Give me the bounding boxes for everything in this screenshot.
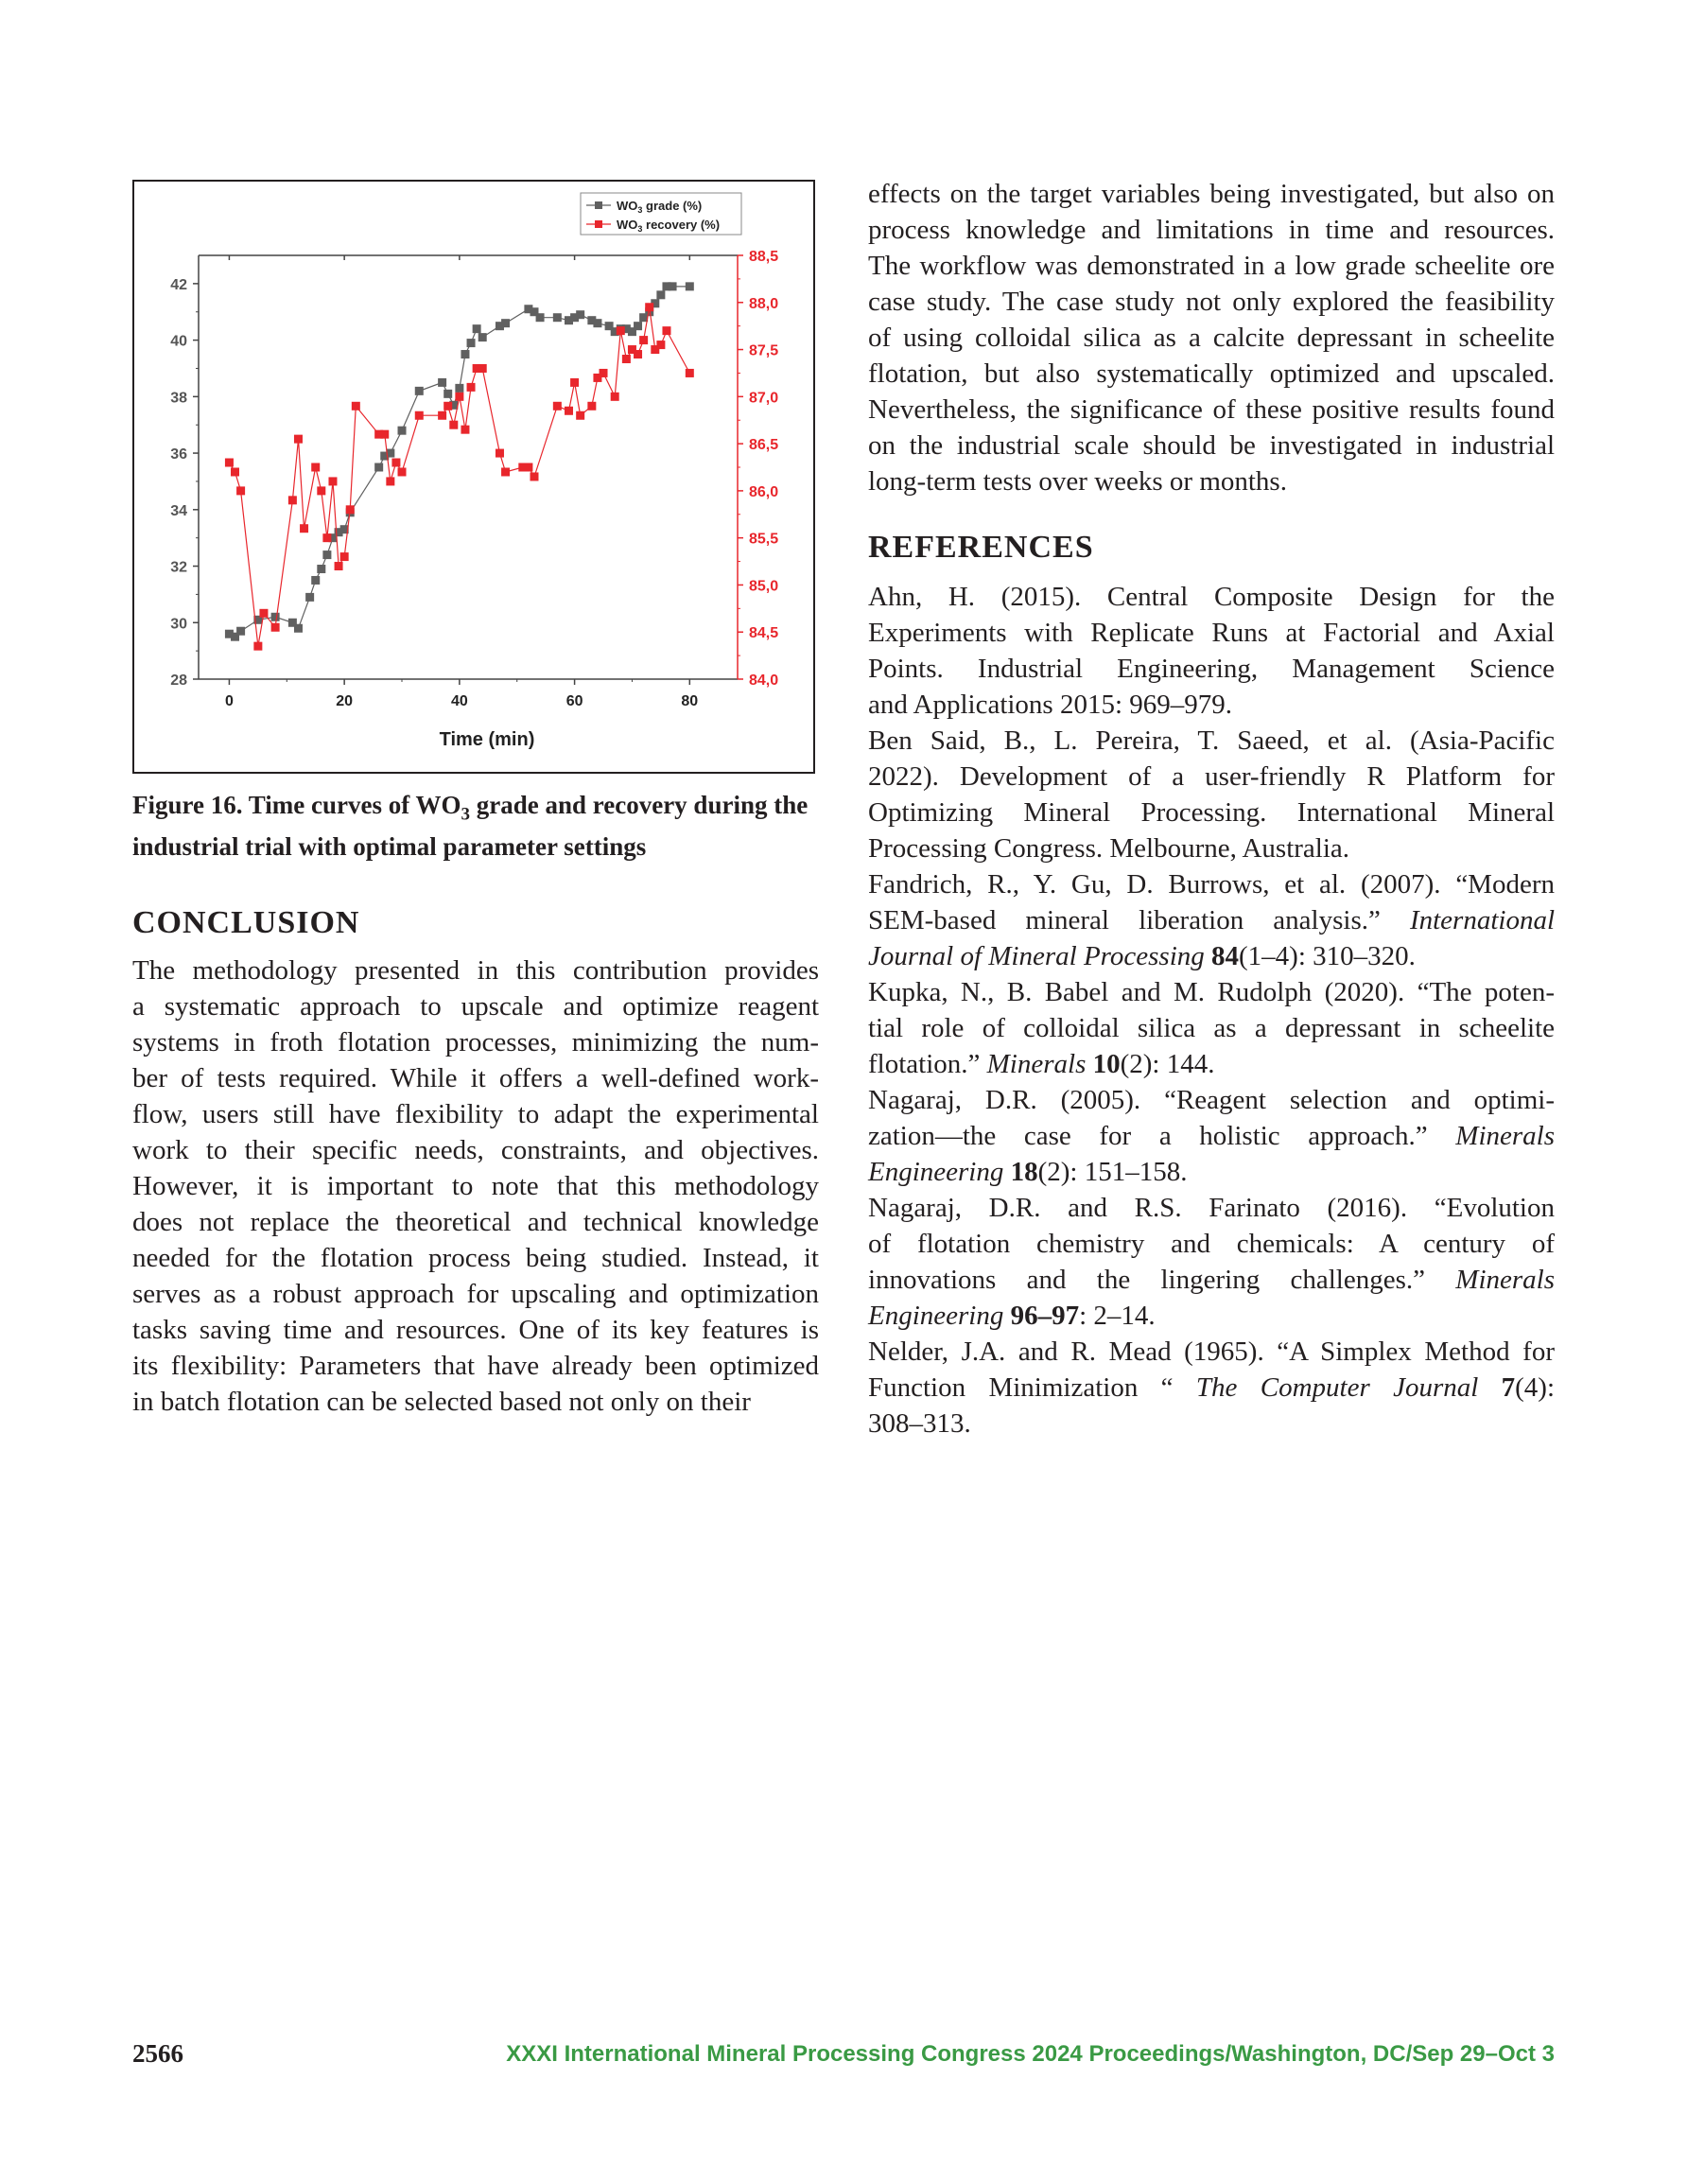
recovery-point [236,486,245,495]
recovery-point [415,411,424,420]
left-y-tick-label: 42 [170,276,187,293]
reference-text: Optimizing Mineral Processing. International Mineral [868,797,1555,828]
reference-italic-text: International [1409,905,1555,935]
grade-point [305,593,314,602]
reference-line [868,1370,1556,1406]
reference-line [868,759,1555,795]
recovery-point [449,421,458,429]
recovery-point [294,435,303,444]
recovery-point [300,524,308,533]
recovery-point [438,411,446,420]
reference-text: of flotation chemistry and chemicals: A century of [868,1229,1555,1259]
grade-point [415,387,424,395]
grade-point [669,282,677,290]
reference-line [868,1082,1555,1118]
reference-bold-text: 18 [1010,1157,1038,1187]
x-tick-label: 80 [681,693,699,709]
recovery-point [496,449,504,458]
recovery-point [398,467,407,476]
conclusion-line: tasks saving time and resources. One of its key features is [132,1315,819,1346]
continuation-line: process knowledge and limitations in time and resources. [868,215,1555,245]
reference-text [1086,1049,1092,1079]
x-tick-label: 60 [565,693,583,709]
reference-text [1478,1372,1501,1403]
grade-point [294,624,303,633]
recovery-point [386,477,394,485]
grade-point [576,310,584,319]
references-heading: REFERENCES [868,530,1094,565]
reference-text: Ben Said, B., L. Pereira, T. Saeed, et al. (Asia-Pacific [868,725,1555,756]
reference-text [1205,941,1211,971]
recovery-point [288,496,297,504]
legend-grade-label: $WO_3$ grade (%) [617,199,703,215]
right-y-tick-label: 88,0 [749,295,779,312]
reference-line [868,1010,1555,1046]
reference-text: innovations and the lingering challenges.” [868,1265,1456,1295]
recovery-point [662,326,670,335]
grade-point [317,565,325,573]
reference-line [868,615,1555,651]
grade-point [478,333,487,341]
reference-line [868,1334,1555,1370]
right-y-tick-label: 84,5 [749,625,779,642]
reference-text: Points. Industrial Engineering, Management Science [868,654,1555,684]
reference-text: Experiments with Replicate Runs at Factorial and Axial [868,618,1555,648]
left-y-tick-label: 38 [170,390,187,407]
left-y-tick-label: 32 [170,559,187,576]
recovery-point [443,402,452,411]
left-y-tick-label: 30 [170,616,187,633]
reference-text: flotation.” [868,1049,987,1079]
right-y-tick-label: 88,5 [749,249,779,265]
recovery-point [600,369,608,377]
right-y-tick-label: 85,0 [749,578,779,595]
right-column [868,176,1555,1441]
conclusion-line: ber of tests required. While it offers a well-defined work- [132,1063,819,1094]
recovery-point [322,533,331,542]
references-list [868,579,1555,1441]
recovery-point [565,407,573,415]
reference-text: Nagaraj, D.R. (2005). “Reagent selection and optimi- [868,1085,1555,1115]
figure-caption [132,789,819,864]
reference-text [1003,1157,1010,1187]
conclusion-line: in batch flotation can be selected based not only on their [132,1387,751,1418]
grade-point [461,350,469,358]
reference-text: (4): [1515,1372,1556,1403]
reference-italic-text: Journal of Mineral Processing [868,941,1205,971]
recovery-series-line [229,307,689,646]
figure-caption-prefix: Figure 16. Time curves of WO [132,791,461,819]
grade-point [656,290,665,299]
conclusion-line: The methodology presented in this contribution provides [132,955,819,987]
recovery-point [231,467,239,476]
recovery-point [340,552,349,561]
reference-text: (1–4): 310–320. [1239,941,1416,971]
reference-line [868,687,1555,723]
recovery-point [467,383,476,392]
reference-line [868,795,1555,830]
right-y-tick-label: 86,5 [749,437,779,454]
reference-italic-text: Minerals [1455,1265,1555,1295]
recovery-point [346,505,355,514]
continuation-line: of using colloidal silica as a calcite depressant in scheelite [868,323,1555,353]
conclusion-line: needed for the flotation process being studied. Instead, it [132,1243,819,1274]
recovery-point [259,609,268,618]
right-y-tick-label: 87,5 [749,342,779,359]
grade-point [374,463,383,472]
left-y-tick-label: 28 [170,673,187,689]
recovery-point [622,355,631,363]
continuation-line: on the industrial scale should be investigated in industrial [868,430,1555,461]
recovery-point [576,411,584,420]
grade-point [536,313,545,322]
conclusion-line: work to their specific needs, constraints, and objectives. [132,1135,819,1166]
x-tick-label: 20 [336,693,354,709]
grade-point [634,322,642,330]
reference-line [868,902,1555,938]
reference-line [868,1406,1555,1441]
recovery-point [253,642,262,651]
recovery-point [611,393,619,401]
figure-caption-subscript: 3 [461,804,470,825]
continuation-line: effects on the target variables being investigated, but also on [868,179,1555,209]
reference-item [868,974,1555,1082]
grade-point [311,576,320,585]
reference-text: Nagaraj, D.R. and R.S. Farinato (2016). “Evolution [868,1193,1555,1223]
reference-bold-text: 7 [1501,1372,1516,1403]
reference-line [868,1046,1555,1082]
reference-text: 2022). Development of a user-friendly R Platform for [868,761,1555,792]
reference-italic-text: Engineering [868,1301,1004,1331]
conclusion-line: its flexibility: Parameters that have already been optimized [132,1351,819,1382]
conclusion-line: does not replace the theoretical and technical knowledge [132,1207,819,1238]
recovery-point [553,402,562,411]
reference-line [868,1154,1555,1190]
legend-marker [595,220,602,228]
left-y-tick-label: 34 [170,502,187,519]
reference-italic-text: Engineering [868,1157,1004,1187]
reference-text: (2): 144. [1120,1049,1215,1079]
reference-text: 308–313. [868,1408,971,1439]
grade-point [467,339,476,347]
reference-line [868,830,1555,866]
reference-item [868,1334,1555,1441]
recovery-point [271,623,280,632]
right-y-tick-label: 84,0 [749,673,779,689]
reference-bold-text: 96–97 [1010,1301,1080,1331]
recovery-point [530,472,538,480]
running-head: XXXI International Mineral Processing Congress 2024 Proceedings/Washington, DC/Sep 29–Oct 3 [506,2041,1555,2067]
left-y-tick-label: 36 [170,446,187,463]
reference-line [868,579,1555,615]
conclusion-line: However, it is important to note that this methodology [132,1171,819,1202]
reference-line [868,651,1555,687]
conclusion-line: serves as a robust approach for upscaling and optimization [132,1279,819,1310]
continuation-line: The workflow was demonstrated in a low grade scheelite ore [868,251,1555,281]
reference-text: Processing Congress. Melbourne, Australia. [868,833,1350,864]
reference-text: Kupka, N., B. Babel and M. Rudolph (2020). “The poten- [868,977,1555,1007]
reference-line [868,974,1555,1010]
reference-text [1003,1301,1010,1331]
right-y-tick-label: 85,5 [749,531,779,548]
recovery-point [455,393,463,401]
recovery-point [570,378,579,387]
x-tick-label: 40 [450,693,468,709]
reference-text: Nelder, J.A. and R. Mead (1965). “A Simplex Method for [868,1337,1555,1367]
continuation-text [868,176,1555,499]
reference-text: Function Minimization “ [868,1372,1196,1403]
reference-italic-text: Minerals [986,1049,1087,1079]
recovery-point [478,364,487,373]
x-tick-label: 0 [224,693,234,709]
recovery-point [352,402,360,411]
grade-point [443,390,452,398]
recovery-point [461,426,469,434]
grade-point [593,319,601,327]
continuation-line: case study. The case study not only explored the feasibility [868,287,1555,317]
continuation-line: Nevertheless, the significance of these positive results found [868,394,1555,425]
recovery-point [391,459,400,467]
continuation-line: long-term tests over weeks or months. [868,466,1287,497]
figure-caption-suffix: grade and recovery during the industrial trial with optimal parameter settings [132,791,809,862]
reference-text: and Applications 2015: 969–979. [868,690,1233,720]
reference-line [868,1226,1555,1262]
reference-item [868,1082,1555,1190]
reference-line [868,723,1555,759]
chart-svg [134,182,813,772]
reference-text: Fandrich, R., Y. Gu, D. Burrows, et al. (2007). “Modern [868,869,1555,900]
reference-bold-text: 10 [1092,1049,1121,1079]
figure-16 [132,180,815,774]
grade-point [438,378,446,387]
recovery-point [380,430,389,439]
conclusion-line: systems in froth flotation processes, minimizing the num- [132,1027,819,1058]
reference-line [868,1298,1555,1334]
reference-line [868,938,1555,974]
recovery-point [524,463,532,472]
recovery-point [225,459,234,467]
reference-bold-text: 84 [1211,941,1239,971]
grade-point [271,613,280,621]
legend-marker [595,201,602,209]
page-number: 2566 [132,2039,183,2068]
grade-point [236,627,245,636]
reference-text: : 2–14. [1079,1301,1156,1331]
recovery-point [645,303,653,311]
grade-series-line [229,287,689,637]
reference-item [868,866,1555,974]
recovery-point [639,336,648,344]
right-y-tick-label: 87,0 [749,390,779,407]
reference-text: tial role of colloidal silica as a depressant in scheelite [868,1013,1555,1043]
reference-line [868,1190,1555,1226]
recovery-point [311,463,320,472]
reference-italic-text: The Computer Journal [1195,1372,1479,1403]
recovery-point [335,562,343,570]
conclusion-heading: CONCLUSION [132,905,360,941]
conclusion-text [132,952,819,1420]
reference-item [868,579,1555,723]
left-y-tick-label: 40 [170,333,187,350]
conclusion-line: flow, users still have flexibility to adapt the experimental [132,1099,819,1130]
grade-point [501,319,510,327]
reference-item [868,723,1555,866]
reference-text: zation—the case for a holistic approach.” [868,1121,1456,1151]
recovery-point [501,467,510,476]
reference-italic-text: Minerals [1455,1121,1555,1151]
page-footer [132,2039,1555,2077]
grade-point [473,324,481,333]
grade-point [455,384,463,393]
grade-point [322,550,331,559]
recovery-point [617,326,625,335]
recovery-point [686,369,694,377]
reference-text: (2): 151–158. [1037,1157,1188,1187]
left-column [132,180,819,1420]
reference-text: Ahn, H. (2015). Central Composite Design for the [868,582,1555,612]
recovery-point [587,402,596,411]
recovery-point [656,341,665,349]
grade-point [398,427,407,435]
grade-point [553,313,562,322]
reference-line [868,1262,1555,1298]
continuation-line: flotation, but also systematically optimized and upscaled. [868,358,1555,389]
recovery-point [328,477,337,485]
recovery-point [634,350,642,358]
reference-line [868,866,1555,902]
recovery-point [317,486,325,495]
grade-point [686,282,694,290]
legend-recovery-label: $WO_3$ recovery (%) [617,218,721,234]
reference-text: SEM-based mineral liberation analysis.” [868,905,1410,935]
right-y-tick-label: 86,0 [749,483,779,500]
conclusion-line: a systematic approach to upscale and optimize reagent [132,991,819,1022]
reference-line [868,1118,1555,1154]
reference-item [868,1190,1555,1334]
x-axis-label: Time (min) [439,729,535,750]
